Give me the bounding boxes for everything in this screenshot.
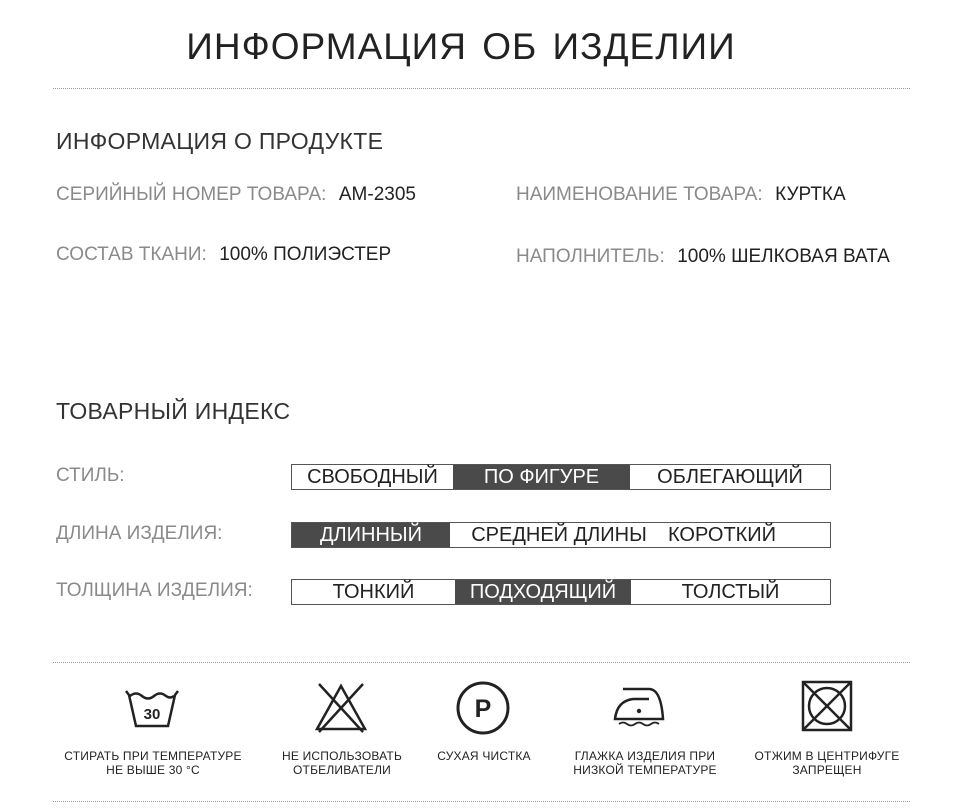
product-info-title: ИНФОРМАЦИЯ О ПРОДУКТЕ (56, 128, 384, 154)
iron-low-caption: ГЛАЖКА ИЗДЕЛИЯ ПРИ НИЗКОЙ ТЕМПЕРАТУРЕ (573, 749, 717, 777)
product-name-value: КУРТКА (775, 184, 846, 205)
length-option-short: КОРОТКИЙ (668, 524, 777, 546)
product-name-field (516, 184, 846, 206)
length-label: ДЛИНА ИЗДЕЛИЯ: (56, 523, 223, 544)
filler-label: НАПОЛНИТЕЛЬ: (516, 246, 665, 267)
style-option-tight: ОБЛЕГАЮЩИЙ (657, 466, 803, 488)
wash-30-caption: СТИРАТЬ ПРИ ТЕМПЕРАТУРЕ НЕ ВЫШЕ 30 °С (64, 749, 242, 777)
length-scale (291, 522, 831, 548)
svg-text:P: P (474, 695, 492, 723)
top-divider (53, 88, 910, 89)
fabric-value: 100% ПОЛИЭСТЕР (219, 244, 392, 265)
filler-field (516, 246, 890, 268)
style-scale (291, 464, 831, 490)
thickness-option-thin: ТОНКИЙ (332, 581, 415, 603)
thickness-option-medium: ПОДХОДЯЩИЙ (455, 580, 631, 604)
care-divider (53, 662, 910, 663)
product-name-label: НАИМЕНОВАНИЕ ТОВАРА: (516, 184, 763, 205)
length-option-long: ДЛИННЫЙ (292, 523, 450, 547)
wash-30-icon (123, 681, 181, 731)
serial-number-value: AM-2305 (338, 184, 416, 205)
iron-low-icon (613, 683, 665, 727)
thickness-scale (291, 579, 831, 605)
dry-clean-caption: СУХАЯ ЧИСТКА (437, 749, 531, 763)
page-title: ИНФОРМАЦИЯ ОБ ИЗДЕЛИИ (186, 26, 736, 67)
thickness-option-thick: ТОЛСТЫЙ (681, 581, 780, 603)
style-label: СТИЛЬ: (56, 465, 125, 486)
filler-value: 100% ШЕЛКОВАЯ ВАТА (677, 246, 890, 267)
serial-number-label: СЕРИЙНЫЙ НОМЕР ТОВАРА: (56, 184, 327, 205)
dry-clean-p-icon (455, 680, 511, 736)
thickness-label: ТОЛЩИНА ИЗДЕЛИЯ: (56, 580, 253, 601)
no-bleach-icon (313, 682, 369, 734)
product-index-title: ТОВАРНЫЙ ИНДЕКС (56, 398, 291, 424)
svg-text:30: 30 (143, 706, 161, 723)
fabric-field (56, 244, 391, 266)
fabric-label: СОСТАВ ТКАНИ: (56, 244, 207, 265)
style-option-fitted: ПО ФИГУРЕ (453, 465, 630, 489)
no-tumble-dry-icon (800, 679, 854, 733)
no-tumble-dry-caption: ОТЖИМ В ЦЕНТРИФУГЕ ЗАПРЕЩЕН (754, 749, 900, 777)
style-option-loose: СВОБОДНЫЙ (307, 466, 438, 488)
no-bleach-caption: НЕ ИСПОЛЬЗОВАТЬ ОТБЕЛИВАТЕЛИ (281, 749, 403, 777)
length-option-medium: СРЕДНЕЙ ДЛИНЫ (471, 524, 647, 546)
serial-number-field (56, 184, 416, 206)
bottom-divider (53, 801, 910, 802)
